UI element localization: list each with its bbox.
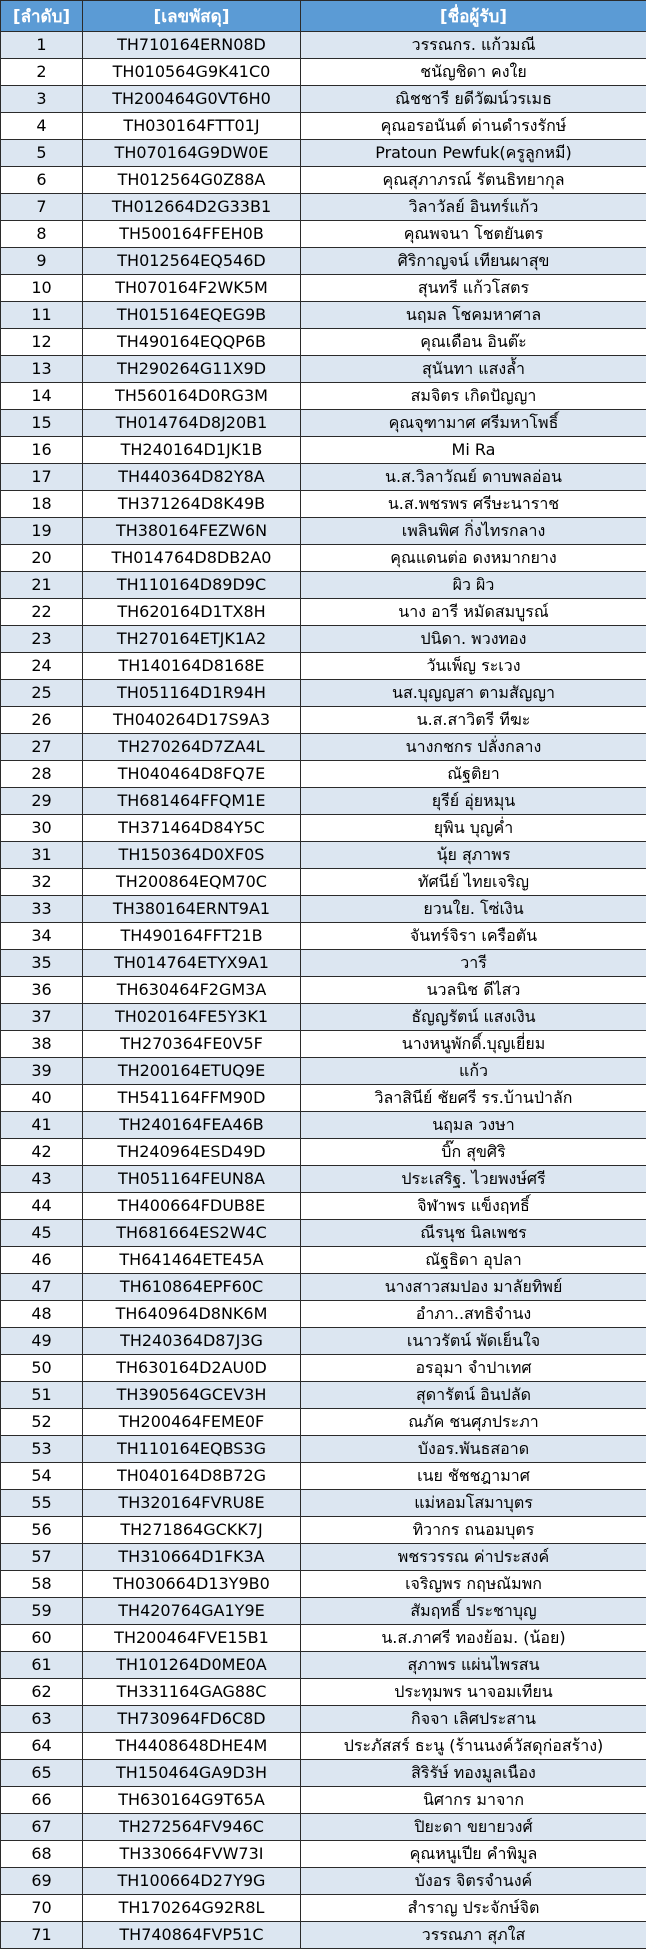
row-tracking-number: TH200464G0VT6H0: [83, 86, 301, 113]
row-tracking-number: TH330664FVW73I: [83, 1841, 301, 1868]
row-order: 19: [1, 518, 83, 545]
table-row: [1, 1571, 646, 1598]
row-recipient-name: จันทร์จิรา เครือตัน: [301, 923, 646, 950]
row-order: 26: [1, 707, 83, 734]
row-recipient-name: เพลินพิศ กิ่งไทรกลาง: [301, 518, 646, 545]
row-recipient-name: ทิวากร ถนอมบุตร: [301, 1517, 646, 1544]
table-row: [1, 1166, 646, 1193]
row-tracking-number: TH420764GA1Y9E: [83, 1598, 301, 1625]
row-recipient-name: คุณแดนต่อ ดงหมากยาง: [301, 545, 646, 572]
row-tracking-number: TH740864FVP51C: [83, 1922, 301, 1949]
row-order: 2: [1, 59, 83, 86]
table-row: [1, 1760, 646, 1787]
row-order: 24: [1, 653, 83, 680]
row-order: 51: [1, 1382, 83, 1409]
table-row: [1, 1193, 646, 1220]
table-row: [1, 221, 646, 248]
row-order: 11: [1, 302, 83, 329]
row-order: 15: [1, 410, 83, 437]
row-recipient-name: ยุรีย์ อุ่ยหมุน: [301, 788, 646, 815]
row-order: 1: [1, 32, 83, 59]
row-recipient-name: ณิชชารี ยดีวัฒน์วรเมธ: [301, 86, 646, 113]
row-order: 69: [1, 1868, 83, 1895]
row-order: 29: [1, 788, 83, 815]
table-row: [1, 1598, 646, 1625]
row-tracking-number: TH240164D1JK1B: [83, 437, 301, 464]
row-tracking-number: TH271864GCKK7J: [83, 1517, 301, 1544]
row-recipient-name: ปิยะดา ขยายวงศ์: [301, 1814, 646, 1841]
row-order: 52: [1, 1409, 83, 1436]
row-tracking-number: TH150464GA9D3H: [83, 1760, 301, 1787]
row-tracking-number: TH710164ERN08D: [83, 32, 301, 59]
table-row: [1, 842, 646, 869]
row-recipient-name: ณีรนุช นิลเพชร: [301, 1220, 646, 1247]
row-recipient-name: ทัศนีย์ ไทยเจริญ: [301, 869, 646, 896]
row-recipient-name: ประภัสสร์ ธะนู (ร้านนงค์วัสดุก่อสร้าง): [301, 1733, 646, 1760]
row-order: 28: [1, 761, 83, 788]
row-recipient-name: น.ส.ภาศรี ทองย้อม. (น้อย): [301, 1625, 646, 1652]
row-order: 44: [1, 1193, 83, 1220]
row-order: 48: [1, 1301, 83, 1328]
header-tracking-number: [เลขพัสดุ]: [83, 1, 301, 32]
row-order: 20: [1, 545, 83, 572]
row-order: 53: [1, 1436, 83, 1463]
row-order: 58: [1, 1571, 83, 1598]
row-tracking-number: TH640964D8NK6M: [83, 1301, 301, 1328]
table-row: [1, 1706, 646, 1733]
row-tracking-number: TH200464FVE15B1: [83, 1625, 301, 1652]
table-row: [1, 383, 646, 410]
row-recipient-name: น.ส.พชรพร ศรีษะนาราช: [301, 491, 646, 518]
row-recipient-name: นางสาวสมปอง มาลัยทิพย์: [301, 1274, 646, 1301]
row-tracking-number: TH100664D27Y9G: [83, 1868, 301, 1895]
table-row: [1, 1517, 646, 1544]
row-tracking-number: TH500164FFEH0B: [83, 221, 301, 248]
row-tracking-number: TH140164D8168E: [83, 653, 301, 680]
row-order: 38: [1, 1031, 83, 1058]
table-row: [1, 167, 646, 194]
row-order: 68: [1, 1841, 83, 1868]
row-recipient-name: คุณพจนา โชตยันตร: [301, 221, 646, 248]
table-row: [1, 626, 646, 653]
row-tracking-number: TH371264D8K49B: [83, 491, 301, 518]
row-order: 17: [1, 464, 83, 491]
row-recipient-name: อรอุมา จำปาเทศ: [301, 1355, 646, 1382]
row-order: 70: [1, 1895, 83, 1922]
row-tracking-number: TH240364D87J3G: [83, 1328, 301, 1355]
row-tracking-number: TH270264D7ZA4L: [83, 734, 301, 761]
row-order: 33: [1, 896, 83, 923]
row-recipient-name: สุภาพร แผ่นไพรสน: [301, 1652, 646, 1679]
row-order: 30: [1, 815, 83, 842]
row-tracking-number: TH015164EQEG9B: [83, 302, 301, 329]
row-tracking-number: TH040264D17S9A3: [83, 707, 301, 734]
table-row: [1, 1625, 646, 1652]
header-order: [ลำดับ]: [1, 1, 83, 32]
row-order: 61: [1, 1652, 83, 1679]
row-order: 18: [1, 491, 83, 518]
row-recipient-name: ยุพิน บุญค่ำ: [301, 815, 646, 842]
table-body: [1, 32, 646, 1949]
table-row: [1, 1382, 646, 1409]
row-tracking-number: TH101264D0ME0A: [83, 1652, 301, 1679]
row-recipient-name: Pratoun Pewfuk(ครูลูกหมี): [301, 140, 646, 167]
table-row: [1, 329, 646, 356]
row-recipient-name: วิลาสินีย์ ชัยศรี รร.บ้านป่าลัก: [301, 1085, 646, 1112]
row-recipient-name: น.ส.วิลาวัณย์ ดาบพลอ่อน: [301, 464, 646, 491]
row-tracking-number: TH012564EQ546D: [83, 248, 301, 275]
row-recipient-name: เจริญพร กฤษณัมพก: [301, 1571, 646, 1598]
table-row: [1, 32, 646, 59]
row-recipient-name: นางกชกร ปลั่งกลาง: [301, 734, 646, 761]
row-tracking-number: TH630164G9T65A: [83, 1787, 301, 1814]
row-order: 12: [1, 329, 83, 356]
row-tracking-number: TH270364FE0V5F: [83, 1031, 301, 1058]
row-recipient-name: บังอร.พันธสอาด: [301, 1436, 646, 1463]
row-order: 66: [1, 1787, 83, 1814]
row-recipient-name: คุณอรอนันต์ ด่านดำรงรักษ์: [301, 113, 646, 140]
table-row: [1, 1679, 646, 1706]
table-row: [1, 1922, 646, 1949]
row-recipient-name: สมจิตร เกิดปัญญา: [301, 383, 646, 410]
row-tracking-number: TH200864EQM70C: [83, 869, 301, 896]
row-tracking-number: TH010564G9K41C0: [83, 59, 301, 86]
row-order: 35: [1, 950, 83, 977]
table-row: [1, 1220, 646, 1247]
header-row: [1, 1, 646, 32]
table-row: [1, 1301, 646, 1328]
row-order: 10: [1, 275, 83, 302]
table-row: [1, 707, 646, 734]
table-row: [1, 815, 646, 842]
row-order: 45: [1, 1220, 83, 1247]
row-tracking-number: TH272564FV946C: [83, 1814, 301, 1841]
row-recipient-name: กิจจา เลิศประสาน: [301, 1706, 646, 1733]
table-row: [1, 491, 646, 518]
row-tracking-number: TH014764D8DB2A0: [83, 545, 301, 572]
row-order: 54: [1, 1463, 83, 1490]
table-row: [1, 788, 646, 815]
row-recipient-name: เนย ชัชชฎามาศ: [301, 1463, 646, 1490]
row-order: 6: [1, 167, 83, 194]
row-order: 34: [1, 923, 83, 950]
row-recipient-name: วรรณภา สุภใส: [301, 1922, 646, 1949]
row-tracking-number: TH371464D84Y5C: [83, 815, 301, 842]
row-tracking-number: TH012664D2G33B1: [83, 194, 301, 221]
row-recipient-name: สุดารัตน์ อินปลัด: [301, 1382, 646, 1409]
row-recipient-name: Mi Ra: [301, 437, 646, 464]
table-row: [1, 275, 646, 302]
row-order: 64: [1, 1733, 83, 1760]
table-row: [1, 869, 646, 896]
row-order: 39: [1, 1058, 83, 1085]
row-order: 3: [1, 86, 83, 113]
table-row: [1, 410, 646, 437]
row-tracking-number: TH030664D13Y9B0: [83, 1571, 301, 1598]
row-order: 56: [1, 1517, 83, 1544]
row-tracking-number: TH240964ESD49D: [83, 1139, 301, 1166]
row-recipient-name: นุ้ย สุภาพร: [301, 842, 646, 869]
table-row: [1, 1085, 646, 1112]
row-order: 65: [1, 1760, 83, 1787]
row-order: 23: [1, 626, 83, 653]
row-order: 57: [1, 1544, 83, 1571]
row-recipient-name: นฤมล วงษา: [301, 1112, 646, 1139]
row-tracking-number: TH051164FEUN8A: [83, 1166, 301, 1193]
table-row: [1, 896, 646, 923]
table-row: [1, 113, 646, 140]
table-row: [1, 1652, 646, 1679]
table-row: [1, 1814, 646, 1841]
row-recipient-name: แก้ว: [301, 1058, 646, 1085]
row-tracking-number: TH310664D1FK3A: [83, 1544, 301, 1571]
row-tracking-number: TH020164FE5Y3K1: [83, 1004, 301, 1031]
row-tracking-number: TH070164G9DW0E: [83, 140, 301, 167]
table-row: [1, 1139, 646, 1166]
row-tracking-number: TH4408648DHE4M: [83, 1733, 301, 1760]
table-row: [1, 1841, 646, 1868]
row-tracking-number: TH730964FD6C8D: [83, 1706, 301, 1733]
table-row: [1, 977, 646, 1004]
table-row: [1, 653, 646, 680]
row-order: 55: [1, 1490, 83, 1517]
row-recipient-name: ชนัญชิดา คงใย: [301, 59, 646, 86]
row-order: 47: [1, 1274, 83, 1301]
row-tracking-number: TH014764D8J20B1: [83, 410, 301, 437]
row-order: 14: [1, 383, 83, 410]
row-tracking-number: TH630164D2AU0D: [83, 1355, 301, 1382]
table-row: [1, 950, 646, 977]
header-recipient-name: [ชื่อผู้รับ]: [301, 1, 646, 32]
row-order: 71: [1, 1922, 83, 1949]
row-tracking-number: TH630464F2GM3A: [83, 977, 301, 1004]
row-order: 40: [1, 1085, 83, 1112]
row-tracking-number: TH012564G0Z88A: [83, 167, 301, 194]
row-order: 62: [1, 1679, 83, 1706]
row-tracking-number: TH380164FEZW6N: [83, 518, 301, 545]
table-row: [1, 356, 646, 383]
row-tracking-number: TH200464FEME0F: [83, 1409, 301, 1436]
row-recipient-name: บิ๊ก สุขศิริ: [301, 1139, 646, 1166]
row-recipient-name: ยวนใย. โซ่เงิน: [301, 896, 646, 923]
row-tracking-number: TH390564GCEV3H: [83, 1382, 301, 1409]
table-row: [1, 761, 646, 788]
row-recipient-name: สัมฤทธิ์ ประชาบุญ: [301, 1598, 646, 1625]
row-recipient-name: พชรวรรณ ค่าประสงค์: [301, 1544, 646, 1571]
table-row: [1, 518, 646, 545]
row-tracking-number: TH681464FFQM1E: [83, 788, 301, 815]
row-order: 8: [1, 221, 83, 248]
table-row: [1, 1004, 646, 1031]
row-recipient-name: นาง อารี หมัดสมบูรณ์: [301, 599, 646, 626]
table-row: [1, 572, 646, 599]
table-row: [1, 1868, 646, 1895]
table-row: [1, 140, 646, 167]
row-order: 42: [1, 1139, 83, 1166]
row-order: 7: [1, 194, 83, 221]
row-order: 50: [1, 1355, 83, 1382]
table-row: [1, 464, 646, 491]
table-row: [1, 437, 646, 464]
table-row: [1, 599, 646, 626]
row-order: 16: [1, 437, 83, 464]
row-tracking-number: TH331164GAG88C: [83, 1679, 301, 1706]
table-row: [1, 1544, 646, 1571]
row-order: 21: [1, 572, 83, 599]
row-order: 59: [1, 1598, 83, 1625]
row-recipient-name: นฤมล โชคมหาศาล: [301, 302, 646, 329]
row-recipient-name: สำราญ ประจักษ์จิต: [301, 1895, 646, 1922]
row-tracking-number: TH040464D8FQ7E: [83, 761, 301, 788]
row-recipient-name: ณัฐธิดา อุปลา: [301, 1247, 646, 1274]
row-tracking-number: TH541164FFM90D: [83, 1085, 301, 1112]
table-row: [1, 1436, 646, 1463]
row-recipient-name: คุณเดือน อินต๊ะ: [301, 329, 646, 356]
row-recipient-name: อำภา..สทธิจำนง: [301, 1301, 646, 1328]
row-recipient-name: แม่หอมโสมาบุตร: [301, 1490, 646, 1517]
row-recipient-name: ประทุมพร นาจอมเทียน: [301, 1679, 646, 1706]
table-row: [1, 1058, 646, 1085]
row-order: 25: [1, 680, 83, 707]
table-row: [1, 1733, 646, 1760]
row-tracking-number: TH560164D0RG3M: [83, 383, 301, 410]
row-order: 46: [1, 1247, 83, 1274]
row-recipient-name: น.ส.สาวิตรี ทีฆะ: [301, 707, 646, 734]
table-row: [1, 1463, 646, 1490]
row-tracking-number: TH490164FFT21B: [83, 923, 301, 950]
row-tracking-number: TH610864EPF60C: [83, 1274, 301, 1301]
table-row: [1, 302, 646, 329]
row-recipient-name: คุณหนูเปีย คำพิมูล: [301, 1841, 646, 1868]
row-recipient-name: สุนันทา แสงล้ำ: [301, 356, 646, 383]
row-tracking-number: TH040164D8B72G: [83, 1463, 301, 1490]
row-recipient-name: ศิริกาญจน์ เทียนผาสุข: [301, 248, 646, 275]
row-order: 32: [1, 869, 83, 896]
row-order: 13: [1, 356, 83, 383]
row-tracking-number: TH490164EQQP6B: [83, 329, 301, 356]
row-tracking-number: TH170264G92R8L: [83, 1895, 301, 1922]
row-recipient-name: วันเพ็ญ ระเวง: [301, 653, 646, 680]
table-row: [1, 86, 646, 113]
row-tracking-number: TH290264G11X9D: [83, 356, 301, 383]
row-tracking-number: TH110164D89D9C: [83, 572, 301, 599]
row-tracking-number: TH014764ETYX9A1: [83, 950, 301, 977]
row-order: 31: [1, 842, 83, 869]
row-order: 36: [1, 977, 83, 1004]
table-row: [1, 923, 646, 950]
row-recipient-name: วารี: [301, 950, 646, 977]
table-row: [1, 1895, 646, 1922]
row-tracking-number: TH110164EQBS3G: [83, 1436, 301, 1463]
row-tracking-number: TH320164FVRU8E: [83, 1490, 301, 1517]
row-tracking-number: TH270164ETJK1A2: [83, 626, 301, 653]
row-order: 67: [1, 1814, 83, 1841]
row-recipient-name: บังอร จิตรจำนงค์: [301, 1868, 646, 1895]
row-recipient-name: วิลาวัลย์ อินทร์แก้ว: [301, 194, 646, 221]
row-tracking-number: TH620164D1TX8H: [83, 599, 301, 626]
row-recipient-name: ปนิดา. พวงทอง: [301, 626, 646, 653]
row-order: 37: [1, 1004, 83, 1031]
row-tracking-number: TH200164ETUQ9E: [83, 1058, 301, 1085]
table-row: [1, 545, 646, 572]
row-recipient-name: คุณสุภาภรณ์ รัตนธิทยากุล: [301, 167, 646, 194]
row-tracking-number: TH641464ETE45A: [83, 1247, 301, 1274]
table-row: [1, 680, 646, 707]
row-tracking-number: TH070164F2WK5M: [83, 275, 301, 302]
table-row: [1, 1112, 646, 1139]
row-recipient-name: เนาวรัตน์ พัดเย็นใจ: [301, 1328, 646, 1355]
row-tracking-number: TH030164FTT01J: [83, 113, 301, 140]
row-order: 41: [1, 1112, 83, 1139]
row-order: 5: [1, 140, 83, 167]
row-recipient-name: คุณจุฑามาศ ศรีมหาโพธิ์: [301, 410, 646, 437]
table-row: [1, 734, 646, 761]
row-order: 22: [1, 599, 83, 626]
table-row: [1, 1355, 646, 1382]
row-recipient-name: จิฬาพร แข็งฤทธิ์: [301, 1193, 646, 1220]
row-recipient-name: ณภัค ชนศุภประภา: [301, 1409, 646, 1436]
row-recipient-name: ประเสริฐ. ไวยพงษ์ศรี: [301, 1166, 646, 1193]
table-row: [1, 59, 646, 86]
row-tracking-number: TH051164D1R94H: [83, 680, 301, 707]
row-order: 43: [1, 1166, 83, 1193]
row-tracking-number: TH681664ES2W4C: [83, 1220, 301, 1247]
row-order: 63: [1, 1706, 83, 1733]
row-tracking-number: TH400664FDUB8E: [83, 1193, 301, 1220]
row-recipient-name: นส.บุญญสา ตามสัญญา: [301, 680, 646, 707]
row-recipient-name: วรรณกร. แก้วมณี: [301, 32, 646, 59]
row-recipient-name: นางหนูพักดิ์.บุญเยี่ยม: [301, 1031, 646, 1058]
row-recipient-name: นวลนิช ดีไสว: [301, 977, 646, 1004]
row-order: 49: [1, 1328, 83, 1355]
row-tracking-number: TH150364D0XF0S: [83, 842, 301, 869]
row-order: 60: [1, 1625, 83, 1652]
row-order: 9: [1, 248, 83, 275]
row-tracking-number: TH440364D82Y8A: [83, 464, 301, 491]
row-order: 27: [1, 734, 83, 761]
table-row: [1, 1247, 646, 1274]
table-row: [1, 1787, 646, 1814]
row-recipient-name: ณัฐติยา: [301, 761, 646, 788]
table-row: [1, 1328, 646, 1355]
row-tracking-number: TH380164ERNT9A1: [83, 896, 301, 923]
table-row: [1, 1490, 646, 1517]
row-recipient-name: สิริรัษ์ ทองมูลเนือง: [301, 1760, 646, 1787]
row-recipient-name: ผิว ผิว: [301, 572, 646, 599]
table-row: [1, 248, 646, 275]
row-recipient-name: ธัญญรัตน์ แสงเงิน: [301, 1004, 646, 1031]
row-recipient-name: นิศากร มาจาก: [301, 1787, 646, 1814]
row-tracking-number: TH240164FEA46B: [83, 1112, 301, 1139]
row-order: 4: [1, 113, 83, 140]
table-row: [1, 1031, 646, 1058]
table-row: [1, 1274, 646, 1301]
row-recipient-name: สุนทรี แก้วโสตร: [301, 275, 646, 302]
table-row: [1, 194, 646, 221]
table-row: [1, 1409, 646, 1436]
